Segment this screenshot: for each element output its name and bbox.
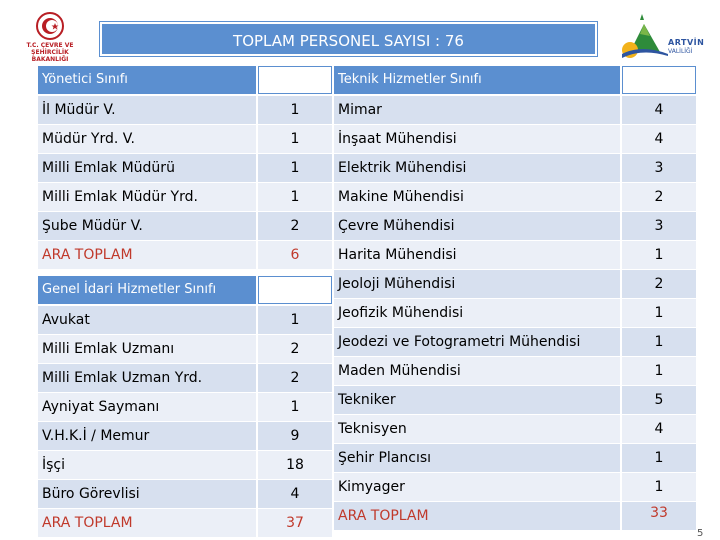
governorship-logo xyxy=(620,10,705,66)
row-label: Şehir Plancısı xyxy=(334,444,620,472)
row-label: İnşaat Mühendisi xyxy=(334,125,620,153)
row-value: 18 xyxy=(258,451,332,479)
row-value: 1 xyxy=(258,183,332,211)
management-heading-value xyxy=(258,66,332,94)
row-value: 4 xyxy=(622,125,696,153)
row-label: Elektrik Mühendisi xyxy=(334,154,620,182)
row-label: Jeoloji Mühendisi xyxy=(334,270,620,298)
row-label: Çevre Mühendisi xyxy=(334,212,620,240)
row-value: 3 xyxy=(622,154,696,182)
row-label: Şube Müdür V. xyxy=(38,212,256,240)
row-label: İşçi xyxy=(38,451,256,479)
management-heading: Yönetici Sınıfı xyxy=(38,66,256,94)
page-title: TOPLAM PERSONEL SAYISI : 76 xyxy=(100,22,597,56)
row-label: Müdür Yrd. V. xyxy=(38,125,256,153)
subtotal-label: ARA TOPLAM xyxy=(38,241,256,269)
subtotal-value: 33 xyxy=(622,502,696,530)
subtotal-label: ARA TOPLAM xyxy=(38,509,256,537)
subtotal-value: 6 xyxy=(258,241,332,269)
row-label: Harita Mühendisi xyxy=(334,241,620,269)
ministry-logo xyxy=(14,12,86,64)
row-label: Maden Mühendisi xyxy=(334,357,620,385)
row-value: 1 xyxy=(258,125,332,153)
technical-heading: Teknik Hizmetler Sınıfı xyxy=(334,66,620,94)
row-label: Jeofizik Mühendisi xyxy=(334,299,620,327)
row-label: Jeodezi ve Fotogrametri Mühendisi xyxy=(334,328,620,356)
row-label: Avukat xyxy=(38,306,256,334)
row-value: 1 xyxy=(622,444,696,472)
row-value: 1 xyxy=(258,393,332,421)
technical-heading-value xyxy=(622,66,696,94)
row-value: 4 xyxy=(258,480,332,508)
row-label: Milli Emlak Müdürü xyxy=(38,154,256,182)
row-label: Ayniyat Saymanı xyxy=(38,393,256,421)
row-value: 3 xyxy=(622,212,696,240)
row-label: Teknisyen xyxy=(334,415,620,443)
row-value: 1 xyxy=(258,96,332,124)
row-value: 5 xyxy=(622,386,696,414)
row-value: 1 xyxy=(622,241,696,269)
row-value: 2 xyxy=(258,364,332,392)
row-value: 1 xyxy=(622,299,696,327)
row-label: Tekniker xyxy=(334,386,620,414)
artvin-emblem-icon xyxy=(620,10,670,66)
ministry-name: T.C. ÇEVRE VE ŞEHİRCİLİK BAKANLIĞI xyxy=(26,42,74,63)
row-value: 1 xyxy=(622,357,696,385)
row-value: 9 xyxy=(258,422,332,450)
governorship-sub: VALİLİĞİ xyxy=(668,48,693,55)
row-label: Kimyager xyxy=(334,473,620,501)
row-value: 4 xyxy=(622,415,696,443)
row-value: 2 xyxy=(258,335,332,363)
row-value: 2 xyxy=(258,212,332,240)
page-number: 5 xyxy=(697,528,704,539)
row-value: 2 xyxy=(622,183,696,211)
governorship-name: ARTVİN xyxy=(668,38,705,47)
row-label: Milli Emlak Uzman Yrd. xyxy=(38,364,256,392)
row-label: Milli Emlak Uzmanı xyxy=(38,335,256,363)
row-label: Makine Mühendisi xyxy=(334,183,620,211)
general-admin-heading: Genel İdari Hizmetler Sınıfı xyxy=(38,276,256,304)
row-value: 4 xyxy=(622,96,696,124)
subtotal-label: ARA TOPLAM xyxy=(334,502,620,530)
row-label: V.H.K.İ / Memur xyxy=(38,422,256,450)
row-label: İl Müdür V. xyxy=(38,96,256,124)
row-value: 1 xyxy=(622,328,696,356)
row-value: 1 xyxy=(258,154,332,182)
general-admin-heading-value xyxy=(258,276,332,304)
row-label: Büro Görevlisi xyxy=(38,480,256,508)
row-label: Milli Emlak Müdür Yrd. xyxy=(38,183,256,211)
subtotal-value: 37 xyxy=(258,509,332,537)
row-value: 2 xyxy=(622,270,696,298)
row-value: 1 xyxy=(258,306,332,334)
row-label: Mimar xyxy=(334,96,620,124)
row-value: 1 xyxy=(622,473,696,501)
ministry-emblem-icon xyxy=(36,12,64,40)
